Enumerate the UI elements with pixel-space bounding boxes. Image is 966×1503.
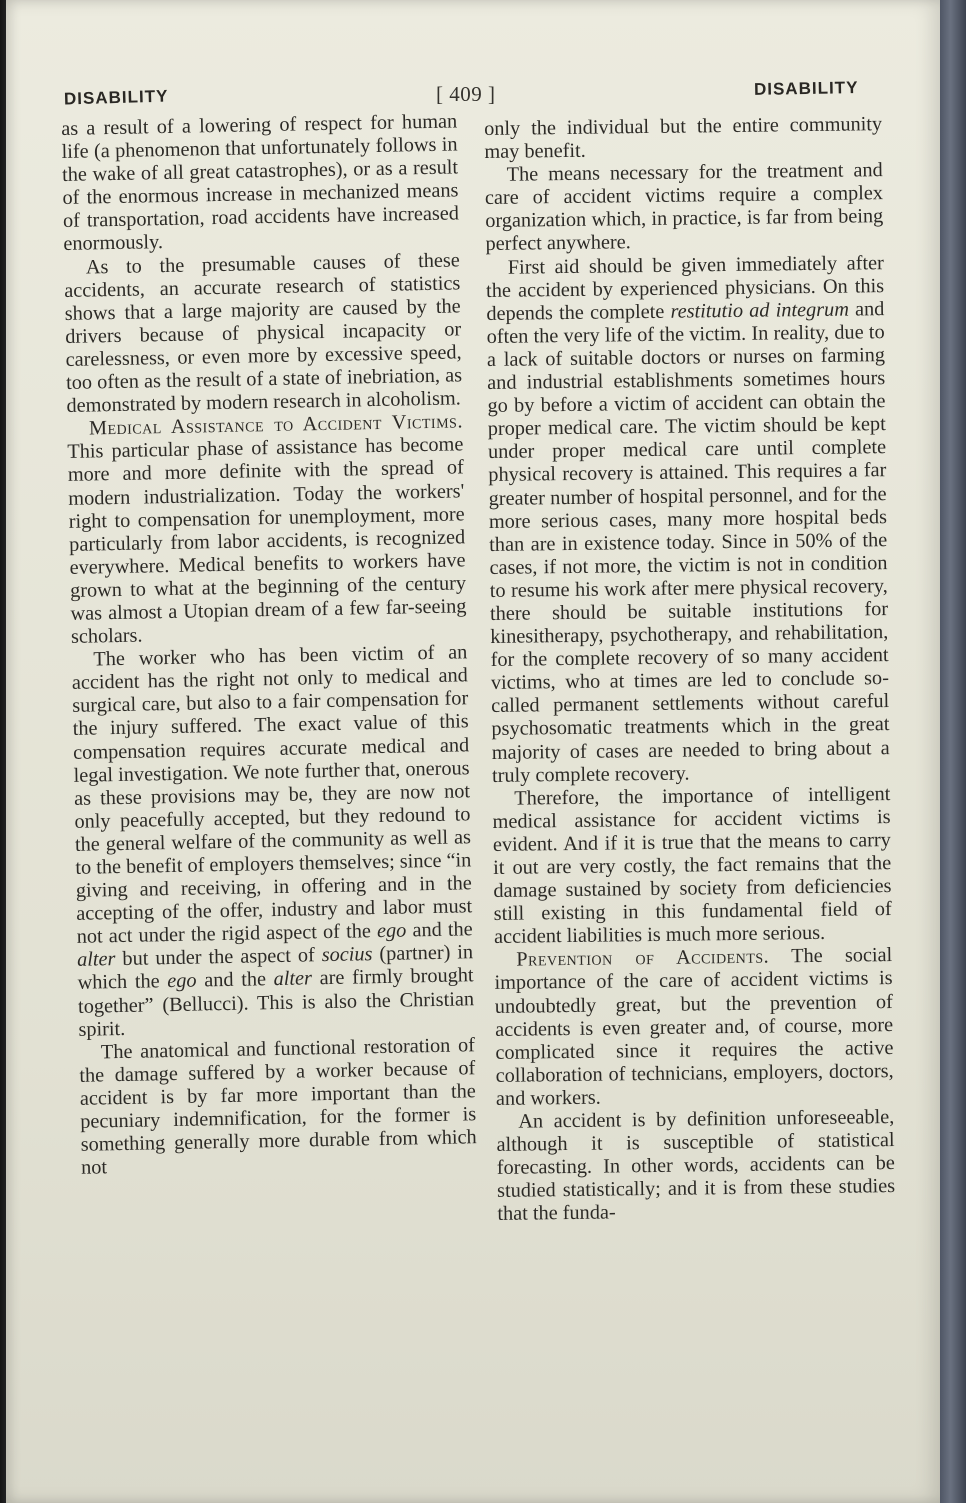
italic-term: socius	[321, 943, 373, 967]
left-column	[61, 110, 477, 1180]
paragraph-text: and often the very life of the victim. In reality, due to a lack of suitable doctors or nurses on farming and industrial establishments sometimes hours go by before a victim of accident can obtain the proper medical care. The victim should be kept under proper medical care until complete physical recovery is attained. This requires a far greater number of hospital personnel, and for the more serious cases, many more hospital beds than are in existence today. Since in 50% of the cases, if not more, the victim is not in condition to resume his work after mere physical recovery, there should be suitable institutions for kinesitherapy, psychotherapy, and rehabilitation, for the complete recovery of so many accident victims, who at times are led to conclude so-called permanent settlements without careful psychosomatic treatments which in the great majority of cases are needed to bring about a truly complete recovery.	[486, 297, 890, 787]
book-page	[6, 0, 940, 1503]
paragraph: The anatomical and functional restoration of the damage suffered by a worker because of accident is by far more important than the pecuniary indemnification, for the former is something generally more durable from which not	[79, 1033, 477, 1180]
italic-term: alter	[76, 948, 116, 972]
paragraph	[67, 411, 467, 649]
italic-term: ego	[167, 970, 197, 993]
paragraph	[71, 641, 474, 1041]
page-number: [ 409 ]	[436, 82, 496, 106]
paragraph-text: The social importance of the care of accident victims is undoubtedly great, but the prevention of accidents is even greater and, of course, more complicated since it requires the active collaboration of technicians, employers, doctors, and workers.	[494, 944, 894, 1110]
right-column	[484, 113, 896, 1226]
paragraph-text: The worker who has been victim of an accident has the right not only to medical and surgical care, but also to a fair compensation for the injury suffered. The exact value of this compensation requires accurate medical and legal investigation. We note further that, onerous as these provisions may be, they are now not only peacefully accepted, but they redound to the general welfare of the community as well as to the benefit of employers themselves; since “in giving and receiving, in offering and in the accepting of the offer, industry and labor must not act under the rigid aspect of the	[71, 641, 473, 949]
paragraph-text: but under the aspect of	[115, 944, 322, 971]
paragraph: The means necessary for the treatment and care of accident victims require a complex organization which, in practice, is far from being perfect anywhere.	[484, 159, 884, 256]
italic-term: alter	[273, 967, 313, 991]
paragraph-text: and the	[406, 918, 473, 942]
section-heading: Medical Assistance to Accident Victims.	[88, 410, 464, 440]
book-binding	[940, 0, 966, 1503]
paragraph-text: First aid should be given immediately after the accident by experienced physicians. On this depends the complete	[485, 251, 885, 325]
paragraph: Therefore, the importance of intelligent medical assistance for accident victims is evident. And if it is true that the means to carry it out are very costly, the fact remains that the damage sustained by society from deficiencies still existing in this fundamental field of accident liabilities is much more serious.	[492, 782, 892, 949]
running-head-left: DISABILITY	[63, 86, 169, 109]
paragraph-text: are firmly brought together” (Bellucci). This is also the Christian spirit.	[77, 964, 475, 1041]
running-head-right: DISABILITY	[753, 78, 859, 99]
paragraph-text: This particular phase of assistance has become more and more definite with the spread of modern industrialization. Today the workers' right to compensation for unemployment, more particularly from labor accidents, is recognized everywhere. Medical benefits to workers have grown to what at the beginning of the century was almost a Utopian dream of a few far-seeing scholars.	[67, 433, 467, 648]
paragraph	[486, 252, 890, 788]
page-header	[6, 78, 940, 114]
paragraph: as a result of a lowering of respect for human life (a phenomenon that unfortunately follows in the wake of all great catastrophes), or as a result of the enormous increase in mechanized means of transportation, road accidents have increased enormously.	[61, 110, 460, 256]
paragraph-text: and the	[196, 968, 274, 993]
paragraph-text: (partner) in which the	[77, 941, 474, 995]
section-heading: Prevention of Accidents.	[516, 945, 770, 972]
paragraph: As to the presumable causes of these accidents, an accurate research of statistics shows that a large majority are caused by the drivers because of physical incapacity or carelessness, or even more by excessive speed, too often as the result of a state of inebriation, as demonstrated by modern research in alcoholism.	[64, 248, 463, 418]
paragraph: only the individual but the entire community may benefit.	[484, 113, 883, 164]
paragraph: An accident is by definition unforeseeable, although it is susceptible of statistical forecasting. In other words, accidents can be studied statistically; and it is from these studies that the funda-	[496, 1106, 896, 1226]
italic-term: ego	[376, 919, 407, 943]
italic-term: restitutio ad integrum	[670, 298, 850, 323]
paragraph	[494, 944, 894, 1111]
